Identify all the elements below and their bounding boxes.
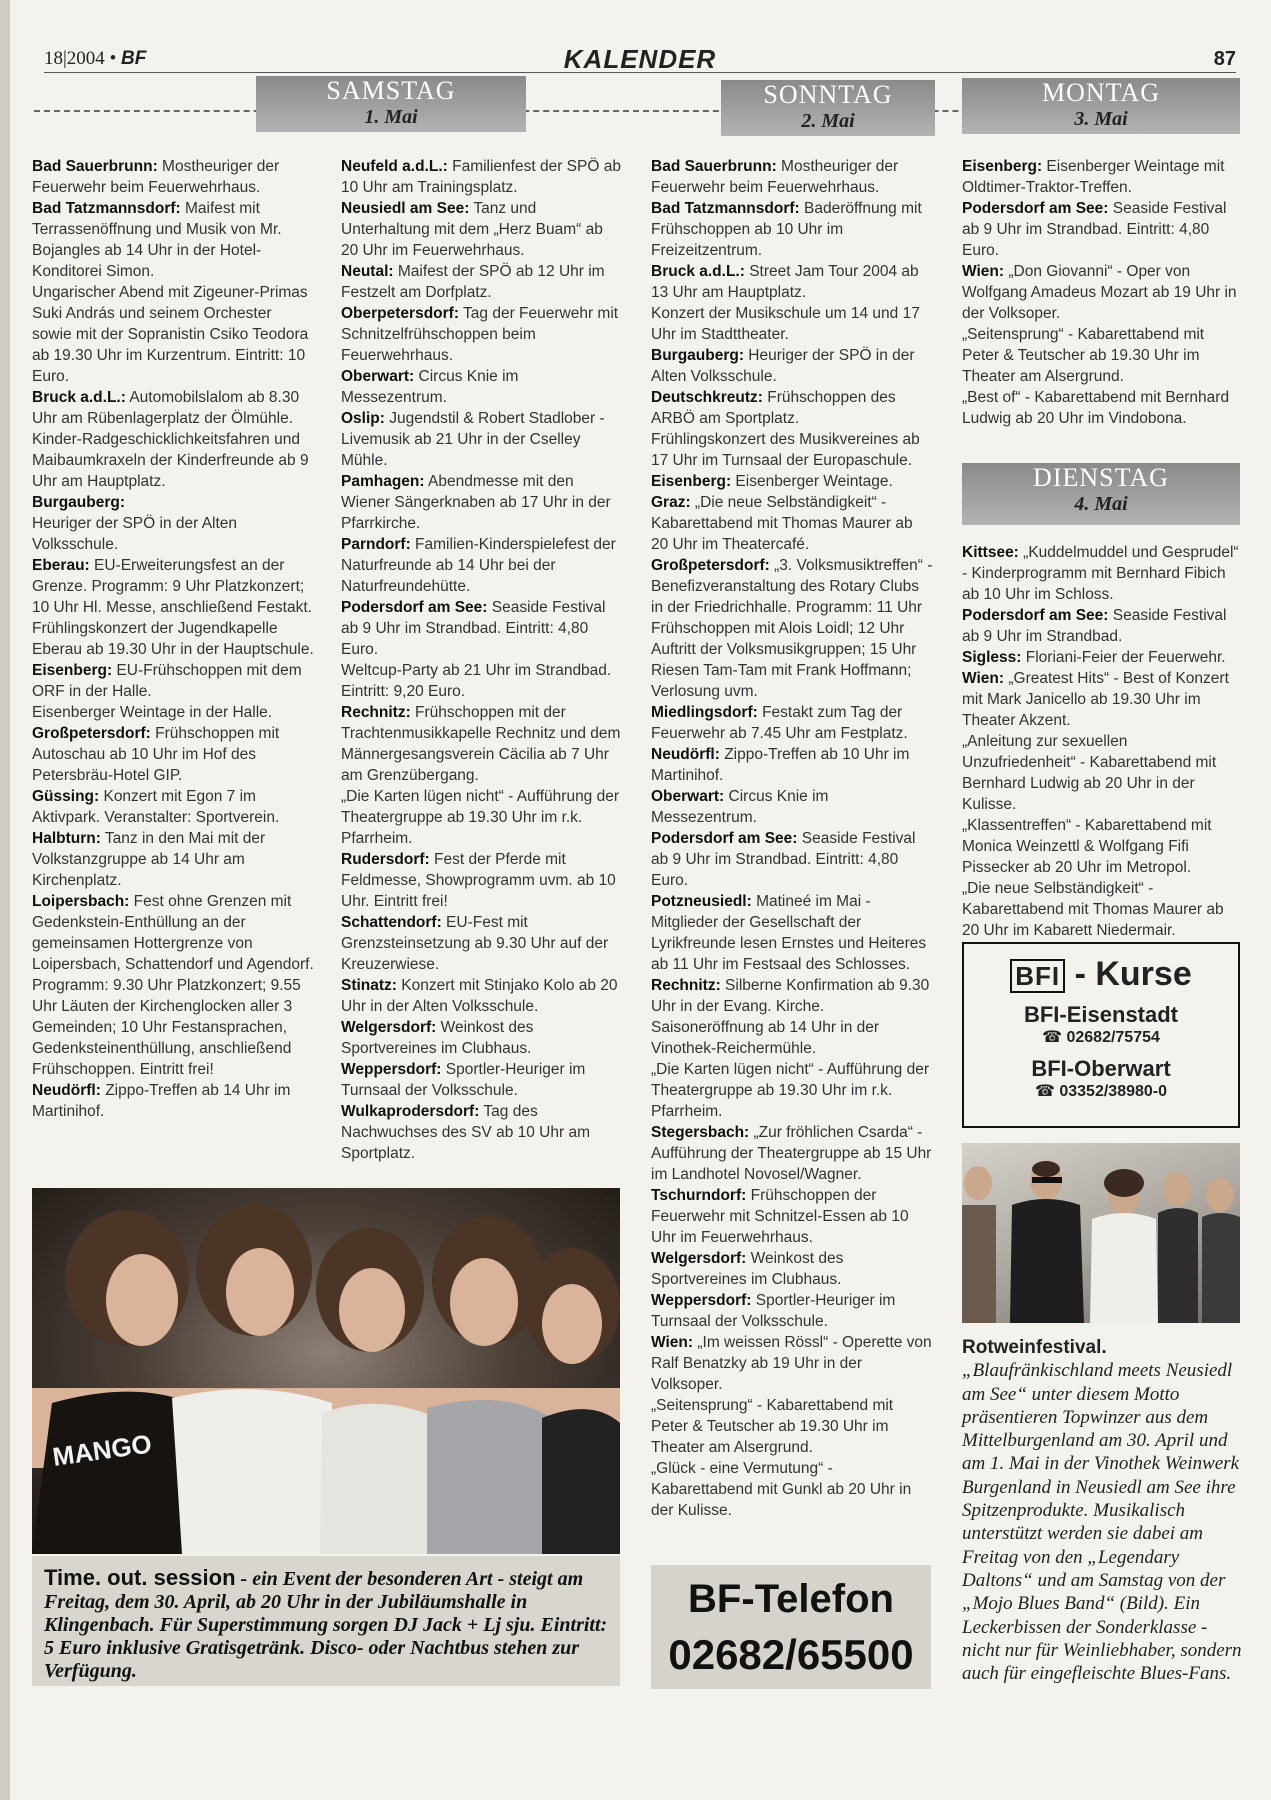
bfi-location-oberwart: BFI-Oberwart [1031,1056,1171,1081]
event-place: Wien: [962,263,1005,280]
event-entry [651,261,933,303]
event-entry [32,282,314,387]
event-place: Kittsee: [962,544,1019,561]
day-date: 2. Mai [801,110,855,132]
event-entry [341,366,623,408]
event-entry [32,513,314,555]
event-text: Eisenberger Weintage mit Oldtimer-Traktor-Treffen. [962,158,1225,196]
event-place: Bad Tatzmannsdorf: [32,200,181,217]
magazine-name: BF [120,48,147,69]
event-text: „Die neue Selbständigkeit“ - Kabarettabend mit Thomas Maurer ab 20 Uhr im Theatercafé. [651,494,913,553]
events-column-montag [962,156,1244,429]
event-place: Neufeld a.d.L.: [341,158,448,175]
event-text: „Im weissen Rössl“ - Operette von Ralf Benatzky ab 19 Uhr in der Volksoper. [651,1334,932,1393]
event-text: Kinder-Radgeschicklichkeitsfahren und Maibaumkraxeln der Kinderfreunde ab 9 Uhr am Hauptplatz. [32,431,309,490]
event-place: Miedlingsdorf: [651,704,758,721]
caption-lead: Rotweinfestival. [962,1337,1107,1358]
event-text: Circus Knie im Messezentrum. [651,788,829,826]
event-text: Weinkost des Sportvereines im Clubhaus. [651,1250,844,1288]
event-entry [651,1059,933,1122]
event-text: Floriani-Feier der Feuerwehr. [1021,649,1226,666]
event-entry [341,198,623,261]
event-entry [651,345,933,387]
event-text: Fest der Pferde mit Feldmesse, Showprogramm uvm. ab 10 Uhr. Eintritt frei! [341,851,616,910]
bfi-phone-eisenstadt: ☎ 02682/75754 [1042,1029,1160,1046]
event-place: Tschurndorf: [651,1187,747,1204]
event-entry [341,303,623,366]
event-entry [962,731,1244,815]
event-entry [32,1080,314,1122]
event-place: Wulkaprodersdorf: [341,1103,480,1120]
event-entry [32,702,314,723]
event-place: Eisenberg: [962,158,1043,175]
event-place: Neusiedl am See: [341,200,470,217]
event-text: Frühschoppen des ARBÖ am Sportplatz. [651,389,896,427]
event-text: Weinkost des Sportvereines im Clubhaus. [341,1019,534,1057]
event-place: Welgersdorf: [341,1019,437,1036]
event-entry [651,1290,933,1332]
event-place: Weppersdorf: [651,1292,752,1309]
event-entry [341,912,623,975]
event-text: Familien-Kinderspielefest der Naturfreunde ab 14 Uhr bei der Naturfreundehütte. [341,536,616,595]
event-entry [341,975,623,1017]
event-text: „Klassentreffen“ - Kabarettabend mit Monica Weinzettl & Wolfgang Fifi Pissecker ab 20 Uhr im Metropol. [962,817,1212,876]
event-text: Familienfest der SPÖ ab 10 Uhr am Trainingsplatz. [341,158,621,196]
event-entry [341,261,623,303]
event-entry [32,891,314,1080]
event-text: „3. Volksmusiktreffen“ - Benefizveranstaltung des Rotary Clubs in der Friedrichhalle. Programm: 11 Uhr Frühschoppen mit Alois Loidl; 12 Uhr Auftritt der Volksmusikgruppen; 15 Uhr Riesen Tam-Tam mit Frank Hoffmann; Verlosung uvm. [651,557,933,700]
event-text: Sportler-Heuriger im Turnsaal der Volksschule. [651,1292,896,1330]
event-text: Fest ohne Grenzen mit Gedenkstein-Enthüllung an der gemeinsamen Hottergrenze von Loipersbach, Schattendorf und Agendorf. Programm: 9.30 Uhr Platzkonzert; 9.55 Uhr Läuten der Kirchenglocken aller 3 Gemeinden; 10 Uhr Festansprachen, Gedenksteinenthüllung, anschließend Frühschoppen. Eintritt frei! [32,893,314,1078]
event-place: Rudersdorf: [341,851,430,868]
event-text: Maifest der SPÖ ab 12 Uhr im Festzelt am Dorfplatz. [341,263,605,301]
event-text: Seaside Festival ab 9 Uhr im Strandbad. Eintritt: 4,80 Euro. [962,200,1227,259]
event-entry [962,542,1244,605]
event-place: Pamhagen: [341,473,425,490]
event-place: Großpetersdorf: [32,725,151,742]
event-entry [341,1017,623,1059]
event-text: Weltcup-Party ab 21 Uhr im Strandbad. Eintritt: 9,20 Euro. [341,662,612,700]
event-entry [341,156,623,198]
event-text: Tag des Nachwuchses des SV ab 10 Uhr am Sportplatz. [341,1103,590,1162]
event-entry [32,555,314,618]
event-place: Burgauberg: [651,347,744,364]
event-entry [651,786,933,828]
event-entry [341,786,623,849]
event-place: Weppersdorf: [341,1061,442,1078]
event-text: EU-Frühschoppen mit dem ORF in der Halle. [32,662,302,700]
event-entry [32,828,314,891]
party-photo [32,1188,620,1554]
event-entry [341,408,623,471]
event-text: Frühschoppen der Feuerwehr mit Schnitzel-Essen ab 10 Uhr im Feuerwehrhaus. [651,1187,909,1246]
event-place: Podersdorf am See: [962,200,1109,217]
event-entry [651,975,933,1017]
event-entry [651,387,933,429]
event-entry [651,555,933,702]
event-entry [32,660,314,702]
event-entry [32,387,314,429]
event-entry [962,605,1244,647]
event-place: Halbturn: [32,830,101,847]
bfi-title [964,954,1238,994]
event-text: Seaside Festival ab 9 Uhr im Strandbad. Eintritt: 4,80 Euro. [651,830,916,889]
event-text: „Die neue Selbständigkeit“ - Kabarettabend mit Thomas Maurer ab 20 Uhr im Kabarett Niedermair. [962,880,1224,939]
day-header-samstag [256,76,526,132]
event-entry [651,303,933,345]
event-entry [341,534,623,597]
event-text: Tanz in den Mai mit der Volkstanzgruppe ab 14 Uhr am Kirchenplatz. [32,830,266,889]
event-entry [962,156,1244,198]
bf-telefon-number: 02682/65500 [668,1631,914,1678]
event-entry [651,471,933,492]
shirt-text: MANGO [50,1428,154,1472]
event-entry [651,1458,933,1521]
event-text: Seaside Festival ab 9 Uhr im Strandbad. [962,607,1227,645]
event-entry [32,492,314,513]
event-place: Oberwart: [651,788,725,805]
bfi-phone-oberwart: ☎ 03352/38980-0 [1034,1083,1168,1100]
bf-telefon-box [651,1565,931,1689]
event-place: Bad Sauerbrunn: [651,158,777,175]
event-entry [651,492,933,555]
event-entry [962,878,1244,941]
event-entry [651,198,933,261]
event-entry [962,647,1244,668]
event-place: Burgauberg: [32,494,125,511]
event-text: „Kuddelmuddel und Gesprudel“ - Kinderprogramm mit Bernhard Fibich ab 10 Uhr im Schloss. [962,544,1239,603]
page-header [44,44,1236,73]
event-text: Automobilslalom ab 8.30 Uhr am Rübenlagerplatz der Ölmühle. [32,389,300,427]
event-entry [962,261,1244,324]
event-entry [651,429,933,471]
event-place: Podersdorf am See: [341,599,488,616]
event-place: Podersdorf am See: [651,830,798,847]
bfi-logo: BFI [1010,959,1065,993]
event-text: „Anleitung zur sexuellen Unzufriedenheit“ - Kabarettabend mit Bernhard Ludwig ab 20 Uhr in der Kulisse. [962,733,1217,813]
event-place: Graz: [651,494,691,511]
event-place: Wien: [651,1334,694,1351]
event-place: Rechnitz: [341,704,411,721]
event-entry [32,786,314,828]
event-place: Stegersbach: [651,1124,750,1141]
event-place: Bruck a.d.L.: [32,389,126,406]
day-name: MONTAG [1041,78,1161,107]
event-entry [341,1059,623,1101]
event-place: Großpetersdorf: [651,557,770,574]
event-text: „Seitensprung“ - Kabarettabend mit Peter & Teutscher ab 19.30 Uhr im Theater am Alsergrund. [651,1397,894,1456]
event-entry [32,723,314,786]
event-place: Rechnitz: [651,977,721,994]
event-place: Sigless: [962,649,1022,666]
event-place: Güssing: [32,788,100,805]
event-text: Frühlingskonzert der Jugendkapelle Eberau ab 19.30 Uhr in der Hauptschule. [32,620,314,658]
day-name: SAMSTAG [326,76,456,105]
events-column-1 [32,156,314,1122]
event-text: „Seitensprung“ - Kabarettabend mit Peter & Teutscher ab 19.30 Uhr im Theater am Alsergrund. [962,326,1205,385]
event-place: Eisenberg: [32,662,113,679]
event-entry [962,815,1244,878]
event-entry [962,668,1244,731]
event-entry [32,156,314,198]
event-text: Maifest mit Terrassenöffnung und Musik von Mr. Bojangles ab 14 Uhr in der Hotel-Konditorei Simon. [32,200,282,280]
event-entry [32,429,314,492]
event-place: Parndorf: [341,536,411,553]
event-place: Oslip: [341,410,385,427]
event-entry [651,1332,933,1395]
event-entry [32,618,314,660]
photo-caption-time-out-session [32,1556,620,1686]
event-place: Bruck a.d.L.: [651,263,745,280]
event-text: Zippo-Treffen ab 10 Uhr im Martinihof. [651,746,910,784]
event-entry [651,1122,933,1185]
event-entry [341,702,623,786]
bfi-kurse-ad [962,942,1240,1128]
event-place: Wien: [962,670,1005,687]
event-text: Konzert mit Egon 7 im Aktivpark. Veranstalter: Sportverein. [32,788,280,826]
event-text: Circus Knie im Messezentrum. [341,368,519,406]
event-text: Matineé im Mai - Mitglieder der Gesellschaft der Lyrikfreunde lesen Ernstes und Heiteres ab 11 Uhr im Festsaal des Schlosses. [651,893,927,973]
day-date: 1. Mai [364,106,418,128]
event-place: Neudörfl: [32,1082,101,1099]
event-text: Street Jam Tour 2004 ab 13 Uhr am Hauptplatz. [651,263,919,301]
event-place: Schattendorf: [341,914,442,931]
events-column-2 [341,156,623,1164]
event-text: „Zur fröhlichen Csarda“ - Aufführung der Theatergruppe ab 15 Uhr im Landhotel Novosel/Wagner. [651,1124,932,1183]
event-entry [651,891,933,975]
event-place: Neudörfl: [651,746,720,763]
photo-caption-rotweinfestival [962,1336,1242,1685]
event-entry [32,198,314,282]
issue-number: 18|2004 [44,48,105,69]
event-text: Abendmesse mit den Wiener Sängerknaben ab 17 Uhr in der Pfarrkirche. [341,473,611,532]
event-text: „Greatest Hits“ - Best of Konzert mit Mark Janicello ab 19.30 Uhr im Theater Akzent. [962,670,1229,729]
event-entry [651,1395,933,1458]
event-text: Baderöffnung mit Frühschoppen ab 10 Uhr im Freizeitzentrum. [651,200,922,259]
event-text: Tag der Feuerwehr mit Schnitzelfrühschoppen beim Feuerwehrhaus. [341,305,619,364]
event-entry [651,1017,933,1059]
event-text: Festakt zum Tag der Feuerwehr ab 7.45 Uhr am Festplatz. [651,704,908,742]
event-text: Frühschoppen mit Autoschau ab 10 Uhr im Hof des Petersbräu-Hotel GIP. [32,725,280,784]
event-text: Eisenberger Weintage in der Halle. [32,704,273,721]
event-place: Deutschkreutz: [651,389,763,406]
event-place: Eisenberg: [651,473,732,490]
event-entry [962,387,1244,429]
event-text: Saisoneröffnung ab 14 Uhr in der Vinothek-Reichermühle. [651,1019,880,1057]
day-header-sonntag [721,80,935,136]
event-place: Oberpetersdorf: [341,305,459,322]
bfi-location-eisenstadt: BFI-Eisenstadt [1023,1002,1179,1027]
event-text: EU-Fest mit Grenzsteinsetzung ab 9.30 Uhr auf der Kreuzerwiese. [341,914,609,973]
event-entry [651,702,933,744]
event-place: Bad Tatzmannsdorf: [651,200,800,217]
page-gutter [0,0,10,1800]
event-entry [651,1248,933,1290]
event-text: Mostheuriger der Feuerwehr beim Feuerwehrhaus. [651,158,899,196]
event-entry [341,849,623,912]
event-entry [341,597,623,660]
event-text: „Die Karten lügen nicht“ - Aufführung der Theatergruppe ab 19.30 Uhr im r.k. Pfarrheim. [651,1061,930,1120]
page-number: 87 [1213,48,1236,70]
issue-label: 18|2004 • BF [44,48,147,69]
day-header-montag [962,78,1240,134]
event-entry [962,324,1244,387]
event-text: Seaside Festival ab 9 Uhr im Strandbad. Eintritt: 4,80 Euro. [341,599,606,658]
event-entry [962,198,1244,261]
event-entry [341,660,623,702]
event-place: Potzneusiedl: [651,893,752,910]
event-entry [651,1185,933,1248]
bf-telefon-title: BF-Telefon [688,1577,894,1621]
event-place: Oberwart: [341,368,415,385]
event-text: „Best of“ - Kabarettabend mit Bernhard Ludwig ab 20 Uhr im Vindobona. [962,389,1230,427]
event-place: Loipersbach: [32,893,130,910]
day-name: SONNTAG [763,80,893,109]
events-column-dienstag [962,542,1244,941]
event-entry [651,828,933,891]
event-place: Bad Sauerbrunn: [32,158,158,175]
event-text: „Don Giovanni“ - Oper von Wolfgang Amadeus Mozart ab 19 Uhr in der Volksoper. [962,263,1237,322]
event-text: Frühlingskonzert des Musikvereines ab 17 Uhr im Turnsaal der Europaschule. [651,431,920,469]
event-entry [651,156,933,198]
event-text: EU-Erweiterungsfest an der Grenze. Programm: 9 Uhr Platzkonzert; 10 Uhr Hl. Messe, anschließend Festakt. [32,557,312,616]
event-entry [341,1101,623,1164]
section-title: KALENDER [563,44,717,74]
event-text: Ungarischer Abend mit Zigeuner-Primas Suki András und seinem Orchester sowie mit der Sopranistin Csiko Teodora ab 19.30 Uhr im Kurzentrum. Eintritt: 10 Euro. [32,284,309,385]
day-header-dienstag [962,463,1240,525]
event-text: Heuriger der SPÖ in der Alten Volksschule. [32,515,238,553]
event-place: Stinatz: [341,977,397,994]
event-place: Eberau: [32,557,90,574]
bfi-title-text: - Kurse [1065,955,1192,993]
events-column-3 [651,156,933,1521]
event-text: Heuriger der SPÖ in der Alten Volksschule. [651,347,915,385]
event-text: Frühschoppen mit der Trachtenmusikkapelle Rechnitz und dem Männergesangsverein Cäcilia ab 7 Uhr am Grenzübergang. [341,704,621,784]
caption-text: „Blaufränkischland meets Neusiedl am See“ unter diesem Motto präsentieren Topwinzer aus dem Mittelburgenland am 30. April und am 1. Mai in der Vinothek Weinwerk Burgenland in Neusiedl am See ihre Spitzenprodukte. Musikalisch unterstützt werden sie dabei am Freitag von den „Legendary Daltons“ und am Samstag von der „Mojo Blues Band“ (Bild). Ein Leckerbissen der Sonderklasse - nicht nur für Weinliebhaber, sondern auch für eingefleischte Blues-Fans. [962,1360,1242,1685]
event-text: Zippo-Treffen ab 14 Uhr im Martinihof. [32,1082,291,1120]
caption-text: - ein Event der besonderen Art - steigt am Freitag, dem 30. April, ab 20 Uhr in der Jubiläumshalle in Klingenbach. Für Superstimmung sorgen DJ Jack + Lj sju. Eintritt: 5 Euro inklusive Gratisgetränk. Disco- oder Nachtbus stehen zur Verfügung. [44,1568,608,1682]
event-text: Sportler-Heuriger im Turnsaal der Volksschule. [341,1061,586,1099]
event-text: Mostheuriger der Feuerwehr beim Feuerwehrhaus. [32,158,280,196]
event-place: Neutal: [341,263,394,280]
day-date: 4. Mai [1074,493,1128,515]
event-place: Podersdorf am See: [962,607,1109,624]
event-entry [341,471,623,534]
event-text: Konzert mit Stinjako Kolo ab 20 Uhr in der Alten Volksschule. [341,977,618,1015]
event-text: „Glück - eine Vermutung“ - Kabarettabend mit Gunkl ab 20 Uhr in der Kulisse. [651,1460,912,1519]
day-date: 3. Mai [1074,108,1128,130]
band-photo [962,1143,1240,1323]
day-name: DIENSTAG [1033,463,1169,492]
event-text: Jugendstil & Robert Stadlober - Livemusik ab 21 Uhr in der Cselley Mühle. [341,410,605,469]
caption-lead: Time. out. session [44,1565,236,1590]
event-text: Konzert der Musikschule um 14 und 17 Uhr im Stadttheater. [651,305,920,343]
event-place: Welgersdorf: [651,1250,747,1267]
event-text: Silberne Konfirmation ab 9.30 Uhr in der Evang. Kirche. [651,977,930,1015]
event-text: „Die Karten lügen nicht“ - Aufführung der Theatergruppe ab 19.30 Uhr im r.k. Pfarrheim. [341,788,620,847]
event-text: Tanz und Unterhaltung mit dem „Herz Buam“ ab 20 Uhr im Feuerwehrhaus. [341,200,603,259]
event-entry [651,744,933,786]
event-text: Eisenberger Weintage. [731,473,893,490]
